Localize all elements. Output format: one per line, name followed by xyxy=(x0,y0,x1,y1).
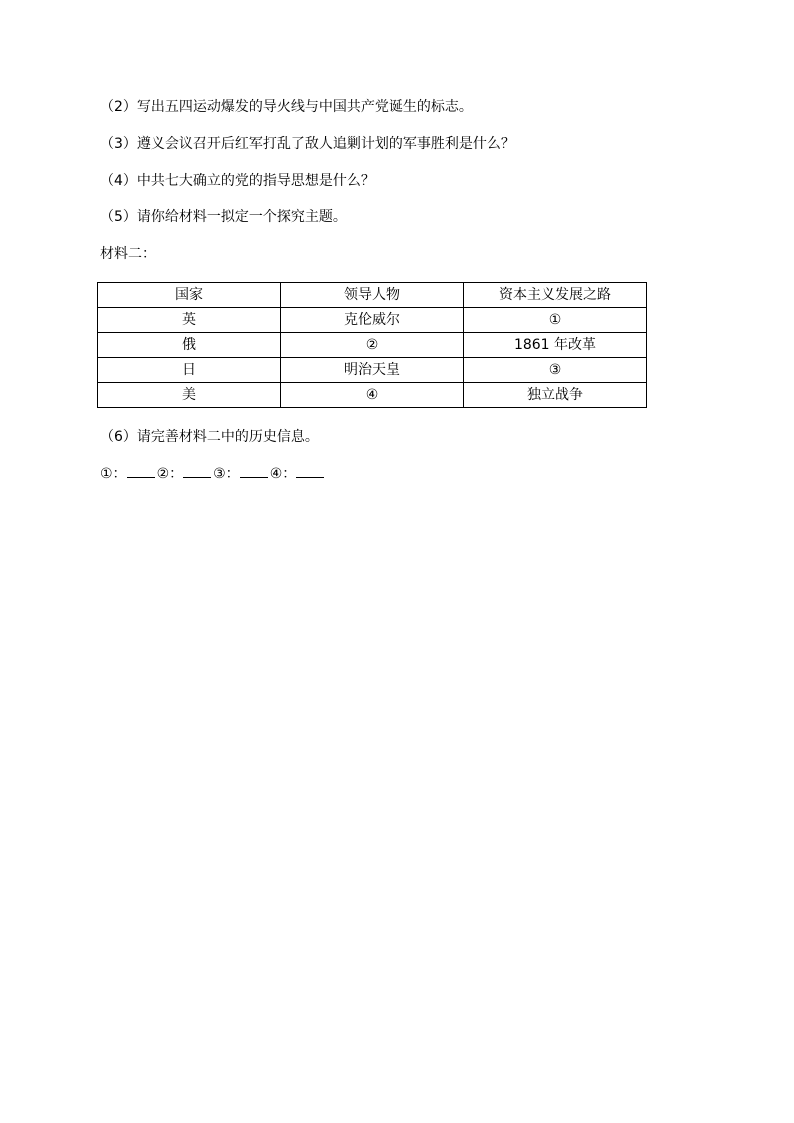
table-row xyxy=(98,308,647,333)
answer-blank-1[interactable] xyxy=(127,465,155,478)
table-row xyxy=(98,358,647,383)
table-cell: 俄 xyxy=(98,333,281,358)
answer-blank-4[interactable] xyxy=(296,465,324,478)
material-2-label: 材料二： xyxy=(100,246,156,262)
table-header-cell: 国家 xyxy=(98,283,281,308)
table-header-row xyxy=(98,283,647,308)
table-cell: ① xyxy=(464,308,647,333)
table-cell: 英 xyxy=(98,308,281,333)
table-cell: ④ xyxy=(281,383,464,408)
table-cell: 克伦威尔 xyxy=(281,308,464,333)
table-row xyxy=(98,333,647,358)
table-cell: 日 xyxy=(98,358,281,383)
table-cell: ③ xyxy=(464,358,647,383)
table-cell: 明治天皇 xyxy=(281,358,464,383)
table-cell: 1861 年改革 xyxy=(464,333,647,358)
table-header-cell: 资本主义发展之路 xyxy=(464,283,647,308)
table-cell: ② xyxy=(281,333,464,358)
answer-blank-2[interactable] xyxy=(183,465,211,478)
material-2-table xyxy=(97,282,647,408)
answer-label-4: ④： xyxy=(269,466,297,482)
table-header-cell: 领导人物 xyxy=(281,283,464,308)
table-cell: 独立战争 xyxy=(464,383,647,408)
table-row xyxy=(98,383,647,408)
table-cell: 美 xyxy=(98,383,281,408)
question-2: （2）写出五四运动爆发的导火线与中国共产党诞生的标志。 xyxy=(100,99,473,115)
answer-line xyxy=(100,465,326,483)
question-3: （3）遵义会议召开后红军打乱了敌人追剿计划的军事胜利是什么？ xyxy=(100,136,515,152)
question-4: （4）中共七大确立的党的指导思想是什么？ xyxy=(100,173,375,189)
question-6: （6）请完善材料二中的历史信息。 xyxy=(100,429,319,445)
answer-blank-3[interactable] xyxy=(240,465,268,478)
question-5: （5）请你给材料一拟定一个探究主题。 xyxy=(100,209,347,225)
answer-label-3: ③： xyxy=(213,466,240,482)
answer-label-2: ②： xyxy=(156,466,184,482)
answer-label-1: ①： xyxy=(100,466,127,482)
